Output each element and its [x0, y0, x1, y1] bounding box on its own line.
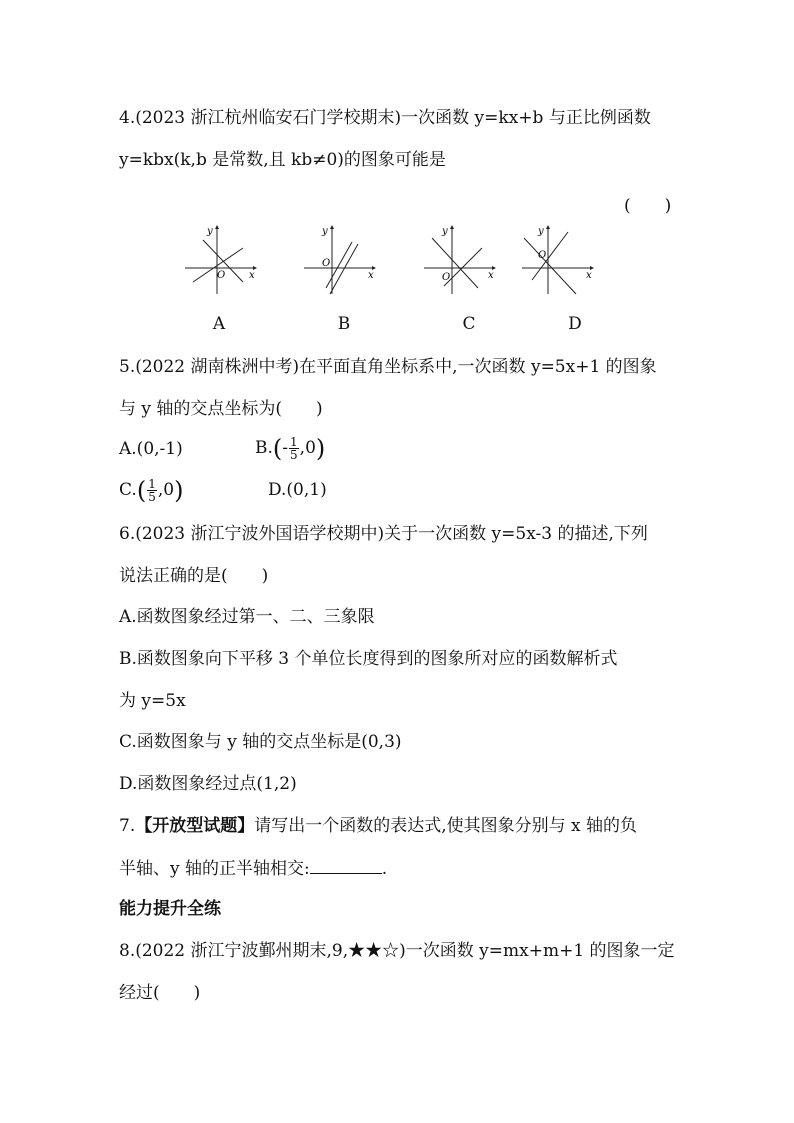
- q5-line2: 与 y 轴的交点坐标为( ): [119, 399, 323, 419]
- q7-line2-end: .: [381, 859, 388, 879]
- left-paren-glyph: (: [136, 476, 147, 505]
- q6-option-b-line2: 为 y=5x: [119, 691, 186, 711]
- right-paren-glyph: ): [174, 476, 184, 505]
- graph-d-y-label: y: [538, 226, 544, 237]
- q5-option-c-prefix: C.: [119, 480, 137, 500]
- q7-line1-text: 请写出一个函数的表达式,使其图象分别与 x 轴的负: [254, 816, 638, 836]
- q7-line1: [119, 815, 637, 837]
- q8-line2: 经过( ): [119, 983, 201, 1003]
- q5-option-b-prefix: B.: [255, 438, 273, 458]
- q4-line2: y=kbx(k,b 是常数,且 kb≠0)的图象可能是: [119, 150, 446, 170]
- option-a-label: A: [212, 314, 226, 334]
- q5-option-c-numerator: 1: [148, 477, 156, 491]
- q8-line1: 8.(2022 浙江宁波鄞州期末,9,★★☆)一次函数 y=mx+m+1 的图象一定: [119, 941, 675, 961]
- option-d-label: D: [568, 314, 582, 334]
- q5-option-c: [119, 474, 183, 507]
- q5-option-b-suffix: ,0: [299, 438, 316, 458]
- q6-option-b-line1: B.函数图象向下平移 3 个单位长度得到的图象所对应的函数解析式: [119, 649, 618, 669]
- q5-option-b: [255, 432, 325, 465]
- q5-option-c-fraction: [147, 478, 157, 503]
- q5-option-b-denominator: 5: [290, 448, 298, 462]
- q5-option-a: A.(0,-1): [119, 439, 183, 459]
- graph-b-y-label: y: [322, 226, 328, 237]
- q7-line2-text: 半轴、y 轴的正半轴相交:: [119, 859, 310, 879]
- graph-b: [300, 222, 392, 298]
- q5-option-b-fraction: [289, 436, 299, 461]
- section-title: 能力提升全练: [119, 899, 221, 919]
- q6-option-a: A.函数图象经过第一、二、三象限: [119, 607, 375, 627]
- graph-c: [420, 222, 512, 298]
- q6-option-d: D.函数图象经过点(1,2): [119, 774, 297, 794]
- graph-a-x-label: x: [249, 270, 255, 281]
- q7-answer-blank[interactable]: [310, 857, 382, 874]
- graph-c-y-label: y: [442, 226, 448, 237]
- q5-line1: 5.(2022 湖南株洲中考)在平面直角坐标系中,一次函数 y=5x+1 的图象: [119, 357, 657, 377]
- graph-a-origin-label: O: [217, 270, 226, 281]
- q7-line2: [119, 857, 387, 880]
- graph-b-origin-label: O: [322, 258, 331, 269]
- left-paren-glyph: (: [272, 434, 283, 463]
- graph-d-origin-label: O: [538, 250, 547, 261]
- option-b-label: B: [337, 314, 351, 334]
- graph-d: [518, 222, 610, 298]
- q6-option-c: C.函数图象与 y 轴的交点坐标是(0,3): [119, 732, 402, 752]
- graph-a: [181, 222, 273, 298]
- graph-b-x-label: x: [368, 270, 374, 281]
- q6-line1: 6.(2023 浙江宁波外国语学校期中)关于一次函数 y=5x-3 的描述,下列: [119, 524, 648, 544]
- q5-option-c-suffix: ,0: [157, 480, 175, 500]
- q6-line2: 说法正确的是( ): [119, 566, 269, 586]
- graph-a-y-label: y: [207, 226, 213, 237]
- graph-c-x-label: x: [488, 270, 494, 281]
- q4-answer-paren: ( ): [624, 196, 672, 216]
- q5-option-c-denominator: 5: [148, 490, 156, 504]
- q4-line1: 4.(2023 浙江杭州临安石门学校期末)一次函数 y=kx+b 与正比例函数: [119, 108, 651, 128]
- q7-number: 7.: [119, 816, 136, 836]
- graph-d-x-label: x: [586, 270, 592, 281]
- graph-c-origin-label: O: [442, 272, 451, 283]
- q5-option-b-sign: -: [282, 438, 289, 458]
- q5-option-b-numerator: 1: [290, 435, 298, 449]
- q7-tag: 【开放型试题】: [135, 816, 255, 836]
- q5-option-d: D.(0,1): [268, 480, 327, 500]
- right-paren-glyph: ): [315, 434, 326, 463]
- option-c-label: C: [462, 314, 476, 334]
